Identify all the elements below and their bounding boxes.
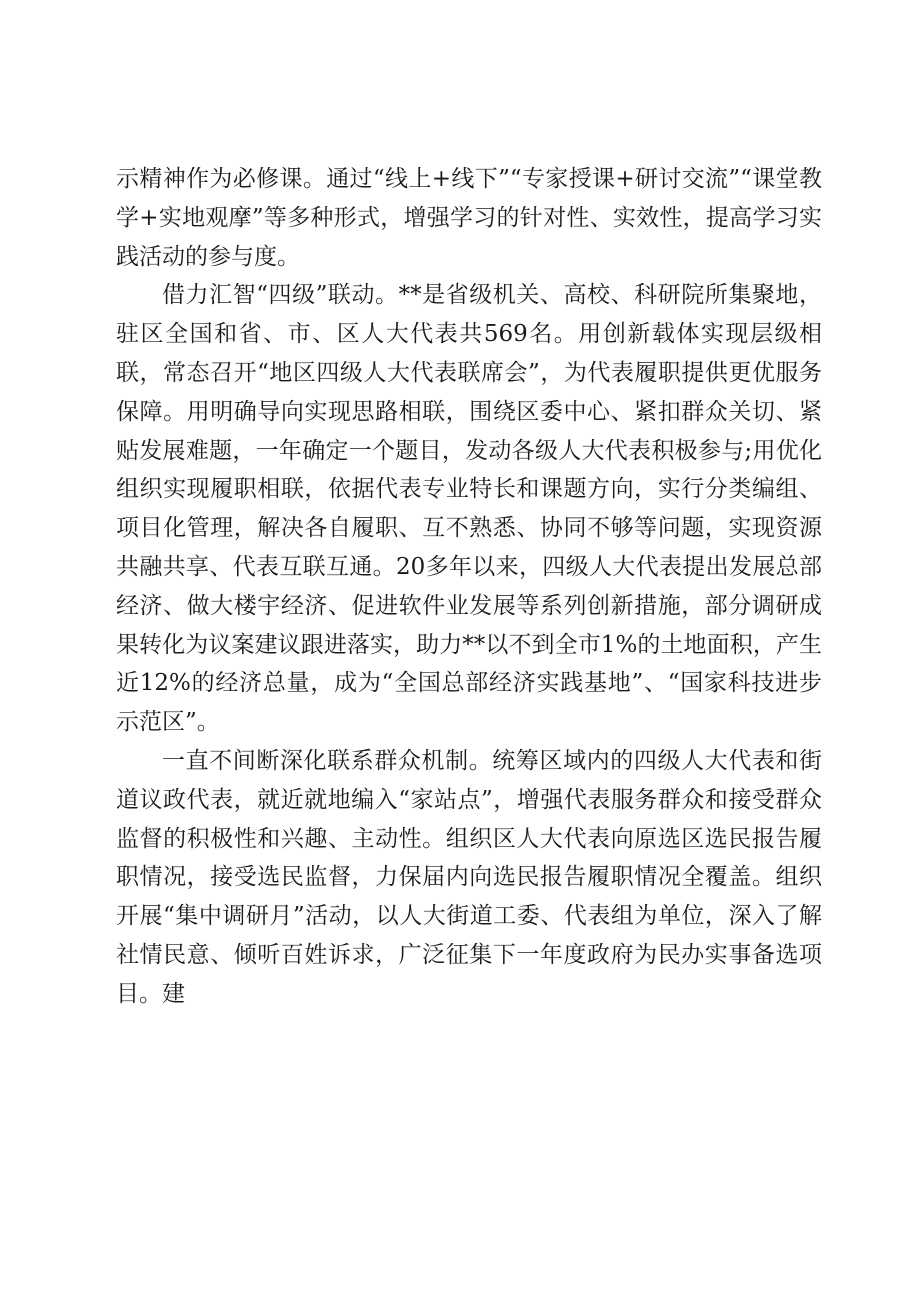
paragraph-four-level-linkage: 借力汇智“四级”联动。**是省级机关、高校、科研院所集聚地，驻区全国和省、市、区人大代表共569名。用创新载体实现层级相联，常态召开“地区四级人大代表联席会”，为代表履职提供更优服务保障。用明确导向实现思路相联，围绕区委中心、紧扣群众关切、紧贴发展难题，一年确定一个题目，发动各级人大代表积极参与;用优化组织实现履职相联，依据代表专业特长和课题方向，实行分类编组、项目化管理，解决各自履职、互不熟悉、协同不够等问题，实现资源共融共享、代表互联互通。20多年以来，四级人大代表提出发展总部经济、做大楼宇经济、促进软件业发展等系列创新措施，部分调研成果转化为议案建议跟进落实，助力**以不到全市1%的土地面积，产生近12%的经济总量，成为“全国总部经济实践基地”、“国家科技进步示范区”。 (116, 282, 822, 736)
paragraph-continuation: 示精神作为必修课。通过“线上+线下”“专家授课+研讨交流”“课堂教学+实地观摩”等多种形式，增强学习的针对性、实效性，提高学习实践活动的参与度。 (116, 166, 822, 270)
document-body (116, 160, 822, 1014)
paragraph-contact-mechanism: 一直不间断深化联系群众机制。统筹区域内的四级人大代表和街道议政代表，就近就地编入“家站点”，增强代表服务群众和接受群众监督的积极性和兴趣、主动性。组织区人大代表向原选区选民报告履职情况，接受选民监督，力保届内向选民报告履职情况全覆盖。组织开展“集中调研月”活动，以人大街道工委、代表组为单位，深入了解社情民意、倾听百姓诉求，广泛征集下一年度政府为民办实事备选项目。建 (116, 747, 822, 1007)
